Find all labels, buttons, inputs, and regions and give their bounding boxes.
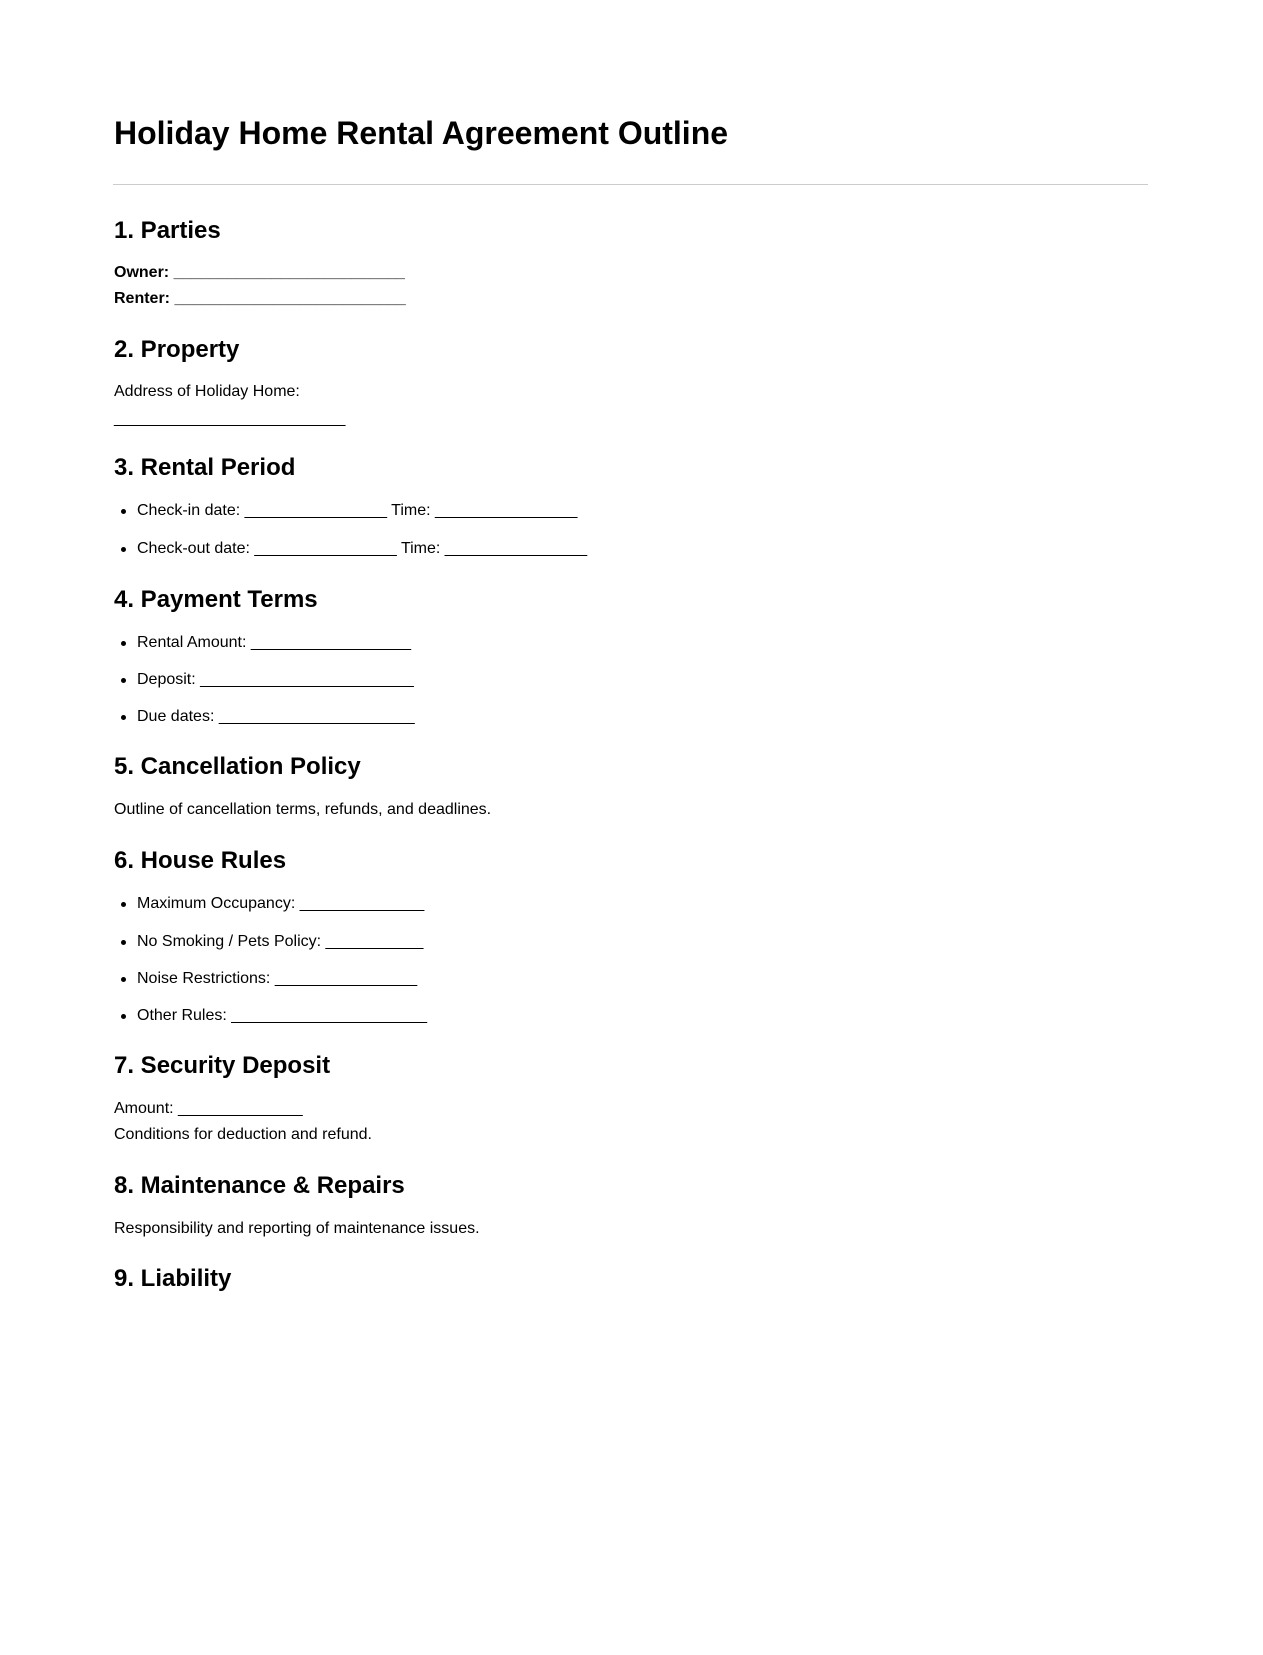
section-heading-liability: 9. Liability <box>114 1265 232 1292</box>
owner-label: Owner: <box>114 264 170 281</box>
renter-blank[interactable]: __________________________ <box>174 290 406 307</box>
section-heading-payment: 4. Payment Terms <box>114 586 318 613</box>
checkout-time-label: Time: <box>400 540 441 557</box>
house-rule-item <box>137 934 423 950</box>
address-blank[interactable]: __________________________ <box>114 410 346 427</box>
checkin-item <box>137 503 577 519</box>
payment-item <box>137 672 414 688</box>
checkout-label: Check-out date: <box>137 540 250 557</box>
checkin-time-label: Time: <box>391 502 431 519</box>
renter-field[interactable] <box>114 291 406 307</box>
payment-item <box>137 635 411 651</box>
house-rule-blank[interactable]: ________________ <box>274 970 418 987</box>
payment-blank[interactable]: ______________________ <box>218 708 415 725</box>
section-heading-property: 2. Property <box>114 336 240 363</box>
divider <box>113 184 1148 185</box>
address-label: Address of Holiday Home: <box>114 383 300 400</box>
house-rule-label: Other Rules: <box>137 1007 227 1024</box>
section-heading-maintenance: 8. Maintenance & Repairs <box>114 1172 405 1199</box>
payment-label: Due dates: <box>137 708 215 725</box>
checkin-time-blank[interactable]: ________________ <box>435 502 578 519</box>
checkout-date-blank[interactable]: ________________ <box>254 540 397 557</box>
payment-label: Deposit: <box>137 671 196 688</box>
payment-label: Rental Amount: <box>137 634 247 651</box>
payment-blank[interactable]: ________________________ <box>200 671 414 688</box>
checkout-item <box>137 541 587 557</box>
owner-blank[interactable]: __________________________ <box>173 264 405 281</box>
section-heading-cancellation: 5. Cancellation Policy <box>114 753 361 780</box>
house-rule-blank[interactable]: ______________ <box>299 895 425 912</box>
section-heading-house-rules: 6. House Rules <box>114 847 287 874</box>
renter-label: Renter: <box>114 290 171 307</box>
house-rule-blank[interactable]: ___________ <box>325 933 424 950</box>
checkout-time-blank[interactable]: ________________ <box>444 540 588 557</box>
house-rule-label: Maximum Occupancy: <box>137 895 296 912</box>
deposit-conditions-text: Conditions for deduction and refund. <box>114 1126 372 1143</box>
deposit-amount-field <box>114 1101 303 1117</box>
cancellation-text: Outline of cancellation terms, refunds, and deadlines. <box>114 801 492 818</box>
house-rule-label: No Smoking / Pets Policy: <box>137 933 322 950</box>
deposit-amount-blank[interactable]: ______________ <box>178 1100 303 1117</box>
checkin-date-blank[interactable]: ________________ <box>244 502 387 519</box>
house-rule-item <box>137 971 417 987</box>
section-heading-security-deposit: 7. Security Deposit <box>114 1052 331 1079</box>
page-title: Holiday Home Rental Agreement Outline <box>114 115 729 151</box>
house-rule-label: Noise Restrictions: <box>137 970 271 987</box>
checkin-label: Check-in date: <box>137 502 241 519</box>
house-rule-blank[interactable]: ______________________ <box>231 1007 428 1024</box>
house-rule-item <box>137 1008 427 1024</box>
maintenance-text: Responsibility and reporting of maintenance issues. <box>114 1220 480 1237</box>
house-rule-item <box>137 896 424 912</box>
section-heading-parties: 1. Parties <box>114 217 221 244</box>
deposit-amount-label: Amount: <box>114 1100 174 1117</box>
payment-item <box>137 709 415 725</box>
payment-blank[interactable]: __________________ <box>250 634 412 651</box>
owner-field[interactable] <box>114 265 405 281</box>
section-heading-rental-period: 3. Rental Period <box>114 454 296 481</box>
